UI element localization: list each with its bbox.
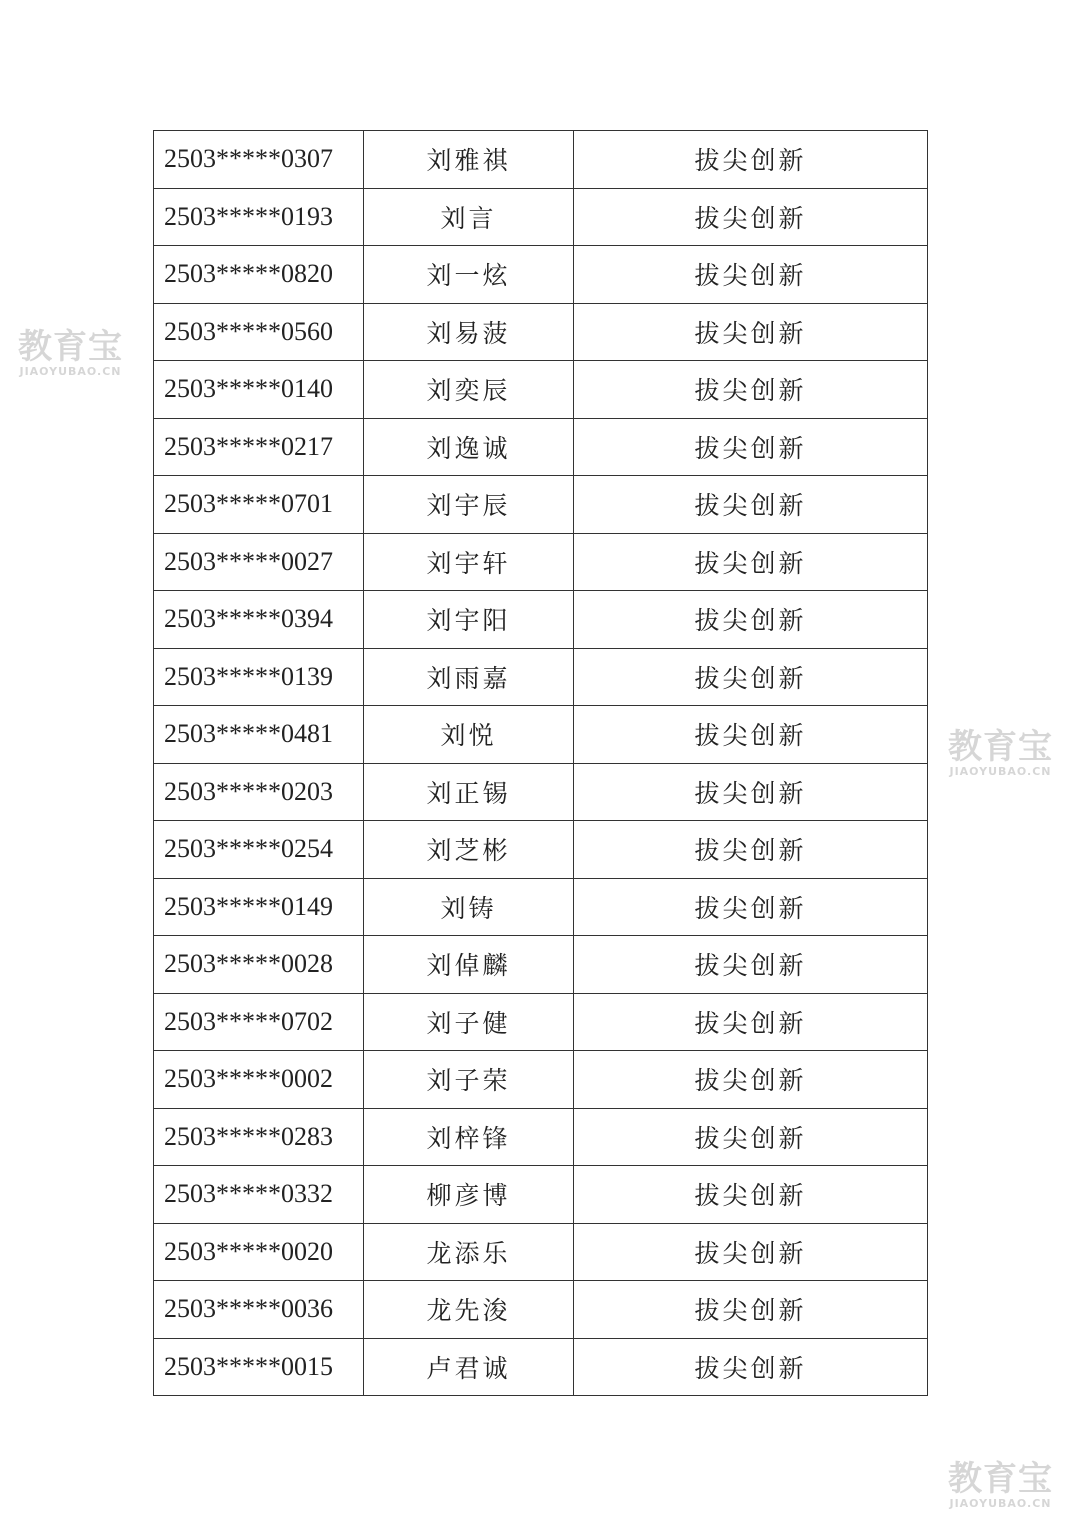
- table-row: [154, 1051, 928, 1109]
- table-row: [154, 1223, 928, 1281]
- category-cell: 拔尖创新: [574, 188, 928, 246]
- student-id-cell: 2503*****0203: [154, 763, 364, 821]
- student-name-cell: 刘宇辰: [364, 476, 574, 534]
- student-id-cell: 2503*****0002: [154, 1051, 364, 1109]
- category-cell: 拔尖创新: [574, 476, 928, 534]
- category-cell: 拔尖创新: [574, 1281, 928, 1339]
- student-name-cell: 龙先浚: [364, 1281, 574, 1339]
- category-cell: 拔尖创新: [574, 1223, 928, 1281]
- student-id-cell: 2503*****0036: [154, 1281, 364, 1339]
- student-id-cell: 2503*****0702: [154, 993, 364, 1051]
- table-row: [154, 821, 928, 879]
- student-id-cell: 2503*****0020: [154, 1223, 364, 1281]
- student-id-cell: 2503*****0307: [154, 131, 364, 189]
- student-name-cell: 柳彦博: [364, 1166, 574, 1224]
- student-id-cell: 2503*****0332: [154, 1166, 364, 1224]
- table-row: [154, 303, 928, 361]
- table-row: [154, 533, 928, 591]
- watermark-domain: JIAOYUBAO.CN: [19, 365, 122, 378]
- student-name-cell: 刘铸: [364, 878, 574, 936]
- student-id-cell: 2503*****0149: [154, 878, 364, 936]
- table-row: [154, 936, 928, 994]
- category-cell: 拔尖创新: [574, 993, 928, 1051]
- student-id-cell: 2503*****0027: [154, 533, 364, 591]
- table-row: [154, 418, 928, 476]
- student-name-cell: 刘子健: [364, 993, 574, 1051]
- student-name-cell: 刘言: [364, 188, 574, 246]
- watermark-domain: JIAOYUBAO.CN: [949, 1497, 1052, 1510]
- category-cell: 拔尖创新: [574, 878, 928, 936]
- student-name-cell: 卢君诚: [364, 1338, 574, 1396]
- table-row: [154, 878, 928, 936]
- category-cell: 拔尖创新: [574, 1051, 928, 1109]
- student-id-cell: 2503*****0560: [154, 303, 364, 361]
- watermark-brand: 教育宝: [948, 727, 1053, 767]
- student-name-cell: 刘雅祺: [364, 131, 574, 189]
- student-id-cell: 2503*****0820: [154, 246, 364, 304]
- table-row: [154, 361, 928, 419]
- student-name-cell: 刘梓锋: [364, 1108, 574, 1166]
- student-name-cell: 刘子荣: [364, 1051, 574, 1109]
- student-name-cell: 刘倬麟: [364, 936, 574, 994]
- admission-list-table: [153, 130, 928, 1396]
- category-cell: 拔尖创新: [574, 303, 928, 361]
- student-id-cell: 2503*****0254: [154, 821, 364, 879]
- table-row: [154, 131, 928, 189]
- category-cell: 拔尖创新: [574, 591, 928, 649]
- student-name-cell: 刘正锡: [364, 763, 574, 821]
- student-name-cell: 刘易菠: [364, 303, 574, 361]
- student-id-cell: 2503*****0217: [154, 418, 364, 476]
- student-name-cell: 刘悦: [364, 706, 574, 764]
- category-cell: 拔尖创新: [574, 418, 928, 476]
- category-cell: 拔尖创新: [574, 706, 928, 764]
- category-cell: 拔尖创新: [574, 821, 928, 879]
- category-cell: 拔尖创新: [574, 763, 928, 821]
- watermark-right: [948, 727, 1053, 778]
- category-cell: 拔尖创新: [574, 361, 928, 419]
- table-row: [154, 591, 928, 649]
- student-name-cell: 刘一炫: [364, 246, 574, 304]
- category-cell: 拔尖创新: [574, 533, 928, 591]
- table-row: [154, 188, 928, 246]
- watermark-bottom-right: [948, 1459, 1053, 1510]
- student-id-cell: 2503*****0394: [154, 591, 364, 649]
- student-id-cell: 2503*****0283: [154, 1108, 364, 1166]
- student-id-cell: 2503*****0140: [154, 361, 364, 419]
- watermark-brand: 教育宝: [18, 327, 123, 367]
- category-cell: 拔尖创新: [574, 1338, 928, 1396]
- student-id-cell: 2503*****0481: [154, 706, 364, 764]
- student-name-cell: 刘雨嘉: [364, 648, 574, 706]
- student-name-cell: 刘奕辰: [364, 361, 574, 419]
- table-row: [154, 763, 928, 821]
- table-row: [154, 1108, 928, 1166]
- table-row: [154, 648, 928, 706]
- watermark-left: [18, 327, 123, 378]
- table-row: [154, 476, 928, 534]
- table-body: [154, 131, 928, 1396]
- table-row: [154, 1166, 928, 1224]
- table-row: [154, 706, 928, 764]
- student-name-cell: 刘宇阳: [364, 591, 574, 649]
- table-row: [154, 1338, 928, 1396]
- student-id-cell: 2503*****0028: [154, 936, 364, 994]
- student-id-cell: 2503*****0701: [154, 476, 364, 534]
- student-id-cell: 2503*****0015: [154, 1338, 364, 1396]
- category-cell: 拔尖创新: [574, 131, 928, 189]
- category-cell: 拔尖创新: [574, 246, 928, 304]
- category-cell: 拔尖创新: [574, 1108, 928, 1166]
- watermark-brand: 教育宝: [948, 1459, 1053, 1499]
- table-row: [154, 993, 928, 1051]
- watermark-domain: JIAOYUBAO.CN: [949, 765, 1052, 778]
- category-cell: 拔尖创新: [574, 1166, 928, 1224]
- category-cell: 拔尖创新: [574, 648, 928, 706]
- student-name-cell: 刘芝彬: [364, 821, 574, 879]
- student-id-cell: 2503*****0193: [154, 188, 364, 246]
- student-name-cell: 龙添乐: [364, 1223, 574, 1281]
- category-cell: 拔尖创新: [574, 936, 928, 994]
- table-row: [154, 1281, 928, 1339]
- student-name-cell: 刘宇轩: [364, 533, 574, 591]
- table-row: [154, 246, 928, 304]
- student-name-cell: 刘逸诚: [364, 418, 574, 476]
- student-id-cell: 2503*****0139: [154, 648, 364, 706]
